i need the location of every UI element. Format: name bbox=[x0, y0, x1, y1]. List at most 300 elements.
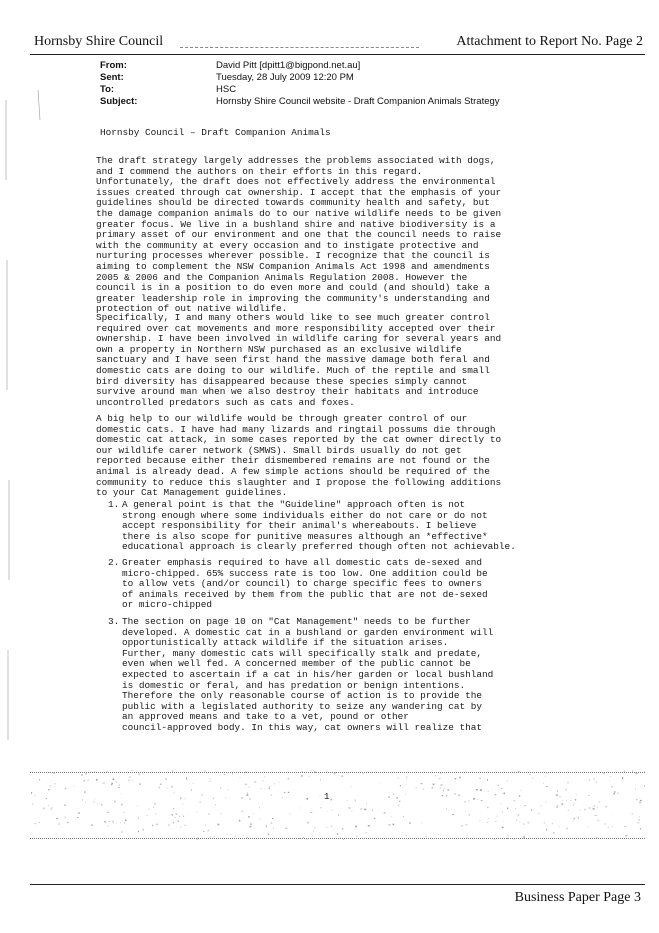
list-item-number: 1. bbox=[108, 499, 120, 510]
scan-speckle bbox=[186, 777, 187, 779]
scan-speckle bbox=[341, 776, 343, 777]
scan-speckle bbox=[326, 827, 327, 828]
scan-speckle bbox=[357, 836, 358, 838]
scan-speckle bbox=[589, 780, 590, 781]
scan-speckle bbox=[183, 804, 184, 805]
scan-speckle bbox=[307, 839, 308, 840]
scan-speckle bbox=[266, 826, 267, 828]
scan-speckle bbox=[508, 834, 509, 836]
scan-speckle bbox=[254, 781, 256, 782]
scan-speckle bbox=[245, 772, 247, 773]
scan-speckle bbox=[224, 774, 226, 775]
scan-speckle bbox=[562, 800, 563, 801]
scan-speckle bbox=[239, 820, 241, 821]
scan-speckle bbox=[246, 794, 248, 796]
scan-speckle bbox=[557, 790, 558, 792]
scan-speckle bbox=[609, 781, 610, 782]
scan-speckle bbox=[288, 778, 289, 779]
scan-speckle bbox=[65, 788, 66, 789]
scan-speckle bbox=[400, 772, 402, 773]
scan-speckle bbox=[116, 823, 117, 824]
scan-speckle bbox=[334, 772, 335, 773]
scan-speckle bbox=[320, 808, 322, 809]
scan-speckle bbox=[546, 802, 547, 803]
scan-speckle bbox=[186, 779, 188, 780]
header-council-name: Hornsby Shire Council bbox=[34, 34, 164, 49]
scan-speckle bbox=[426, 836, 427, 837]
scan-speckle bbox=[556, 794, 558, 796]
scan-speckle bbox=[269, 788, 270, 790]
email-sent-value: Tuesday, 28 July 2009 12:20 PM bbox=[216, 72, 354, 83]
scan-speckle bbox=[48, 789, 49, 790]
scan-speckle bbox=[54, 784, 56, 785]
scan-speckle bbox=[103, 783, 104, 784]
scan-speckle bbox=[309, 776, 310, 777]
scan-speckle bbox=[612, 826, 613, 827]
scan-speckle bbox=[249, 826, 251, 828]
scan-speckle bbox=[120, 823, 121, 824]
scan-speckle bbox=[320, 779, 321, 781]
scan-speckle bbox=[264, 776, 265, 777]
scan-speckle bbox=[314, 771, 316, 773]
scan-speckle bbox=[332, 809, 333, 810]
scan-speckle bbox=[364, 809, 366, 811]
scan-speckle bbox=[31, 792, 32, 794]
scan-speckle bbox=[49, 772, 51, 773]
letter-paragraph-3: A big help to our wildlife would be through greater control of our domestic cats. I have had many lizards and ringtail possums die through domestic cat attack, in some cases reported by the cat owner directly to our wildlife carer network (SMWS). Small birds usually do not get reported because either their dismembered remains are not found or the animal is already dead. A few simple actions should be required of the community to reduce this slaughter and I propose the following additions to your Cat Management guidelines. bbox=[96, 413, 502, 499]
scan-speckle bbox=[447, 789, 449, 791]
scan-speckle bbox=[74, 786, 75, 787]
scan-speckle bbox=[81, 774, 83, 776]
scan-speckle bbox=[227, 790, 228, 791]
scan-speckle bbox=[544, 822, 546, 823]
scan-speckle bbox=[122, 832, 123, 833]
scan-speckle bbox=[597, 820, 599, 821]
scan-speckle bbox=[610, 776, 611, 777]
scan-speckle bbox=[337, 833, 339, 834]
scan-speckle bbox=[433, 771, 434, 772]
scan-speckle bbox=[543, 783, 544, 785]
scan-speckle bbox=[372, 810, 373, 811]
scan-speckle bbox=[248, 816, 249, 818]
scan-speckle bbox=[409, 822, 411, 823]
scan-speckle bbox=[454, 793, 455, 795]
scan-speckle bbox=[638, 820, 640, 821]
scan-speckle bbox=[210, 779, 211, 780]
scan-speckle bbox=[220, 775, 221, 776]
scan-speckle bbox=[446, 808, 447, 809]
scan-speckle bbox=[473, 799, 474, 800]
scan-speckle bbox=[476, 789, 478, 790]
list-item-number: 2. bbox=[108, 557, 120, 568]
scan-speckle bbox=[362, 774, 363, 775]
scan-speckle bbox=[232, 773, 233, 775]
scan-speckle bbox=[108, 821, 110, 822]
scan-speckle bbox=[310, 812, 312, 813]
list-item-text: A general point is that the "Guideline" approach often is not strong enough where some individuals either do not care or do not accept responsibility for their animal's whereabouts. I believe there is also scope for punitive measures although an *effective* educational approach is clearly preferred though often not achievable. bbox=[122, 499, 516, 553]
scan-speckle bbox=[479, 778, 481, 780]
email-to-label: To: bbox=[100, 84, 115, 95]
scan-speckle bbox=[174, 792, 175, 793]
scan-speckle bbox=[518, 814, 520, 816]
scan-speckle bbox=[593, 808, 595, 809]
scan-speckle bbox=[611, 786, 613, 787]
scan-speckle bbox=[597, 806, 598, 808]
scan-speckle bbox=[116, 781, 117, 782]
scan-speckle bbox=[173, 808, 174, 809]
scan-speckle bbox=[152, 825, 153, 827]
scan-speckle bbox=[167, 788, 169, 789]
scan-speckle bbox=[465, 771, 466, 772]
scan-speckle bbox=[374, 818, 376, 819]
scan-speckle bbox=[327, 771, 328, 773]
scan-speckle bbox=[56, 818, 58, 819]
scan-speckle bbox=[306, 798, 308, 800]
scan-speckle bbox=[64, 804, 66, 806]
scan-speckle bbox=[406, 835, 407, 836]
scan-speckle bbox=[94, 802, 96, 803]
scan-speckle bbox=[573, 805, 574, 806]
scan-speckle bbox=[644, 771, 645, 772]
email-subject-row bbox=[100, 96, 500, 108]
scan-speckle bbox=[114, 801, 116, 803]
scan-speckle bbox=[637, 822, 639, 823]
scan-speckle bbox=[268, 833, 270, 835]
scan-speckle bbox=[574, 803, 575, 804]
scan-speckle bbox=[644, 785, 645, 786]
scan-speckle bbox=[104, 821, 106, 823]
email-from-label: From: bbox=[100, 60, 127, 71]
scan-speckle bbox=[488, 818, 489, 819]
scan-speckle bbox=[516, 820, 517, 821]
email-subject-label: Subject: bbox=[100, 96, 138, 107]
scan-speckle bbox=[465, 811, 466, 812]
scan-speckle bbox=[455, 778, 457, 779]
scan-speckle bbox=[573, 821, 574, 822]
scan-speckle bbox=[34, 823, 36, 824]
scan-speckle bbox=[524, 805, 525, 806]
scan-noise-band bbox=[30, 770, 645, 840]
scan-speckle bbox=[271, 823, 273, 824]
scan-speckle bbox=[611, 814, 612, 815]
scan-speckle bbox=[469, 801, 470, 802]
scan-speckle bbox=[140, 783, 141, 785]
scan-speckle bbox=[191, 789, 192, 791]
letter-paragraph-2: Specifically, I and many others would like to see much greater control required over cat movements and more responsibility accepted over their ownership. I have been involved in wildlife caring for several years and own a property in Northern NSW purchased as an exclusive wildlife sanctuary and I have seen first hand the massive damage both feral and domestic cats are doing to our wildlife. Much of the reptile and small bird diversity has disappeared because these species simply cannot survive around man when we also destroy their habitats and introduce uncontrolled predators such as cats and foxes. bbox=[96, 312, 502, 408]
scan-speckle bbox=[557, 805, 559, 806]
scan-speckle bbox=[595, 815, 597, 816]
scan-speckle bbox=[371, 772, 372, 773]
scan-speckle bbox=[137, 806, 138, 807]
scan-speckle bbox=[613, 793, 615, 794]
scan-speckle bbox=[107, 812, 109, 813]
scan-speckle bbox=[176, 813, 177, 815]
scan-speckle bbox=[179, 816, 180, 818]
scan-speckle bbox=[406, 778, 407, 779]
scan-speckle bbox=[567, 828, 568, 830]
scan-speckle bbox=[433, 784, 435, 786]
scan-speckle bbox=[507, 808, 508, 809]
footer-business-paper-page: Business Paper Page 3 bbox=[514, 890, 641, 905]
scan-speckle bbox=[180, 826, 181, 827]
scan-speckle bbox=[393, 794, 395, 795]
scan-speckle bbox=[95, 798, 96, 799]
scan-speckle bbox=[314, 828, 316, 829]
scan-speckle bbox=[94, 771, 95, 773]
scan-speckle bbox=[138, 831, 139, 832]
scan-speckle bbox=[458, 795, 460, 797]
scan-speckle bbox=[53, 773, 55, 774]
scan-speckle bbox=[203, 831, 204, 832]
margin-scan-marks bbox=[4, 60, 44, 760]
scan-speckle bbox=[331, 799, 332, 801]
scan-speckle bbox=[77, 817, 79, 818]
scan-speckle bbox=[132, 780, 133, 781]
scan-speckle bbox=[443, 790, 444, 792]
scan-speckle bbox=[142, 774, 144, 775]
scan-speckle bbox=[142, 830, 144, 831]
scan-speckle bbox=[282, 797, 283, 798]
scan-speckle bbox=[32, 804, 33, 805]
scan-speckle bbox=[217, 824, 219, 826]
scan-speckle bbox=[208, 813, 209, 814]
scan-speckle bbox=[626, 835, 628, 837]
scan-speckle bbox=[231, 834, 232, 835]
scan-speckle bbox=[479, 820, 481, 821]
scan-speckle bbox=[435, 775, 436, 776]
scan-speckle bbox=[368, 825, 370, 827]
scan-speckle bbox=[545, 776, 546, 777]
scan-speckle bbox=[322, 802, 323, 803]
scan-speckle bbox=[59, 824, 60, 825]
scan-speckle bbox=[185, 825, 186, 826]
list-item bbox=[108, 500, 528, 553]
scan-speckle bbox=[422, 822, 423, 824]
scan-speckle bbox=[402, 832, 403, 833]
scan-speckle bbox=[501, 788, 503, 789]
scan-speckle bbox=[84, 791, 85, 792]
scan-speckle bbox=[39, 822, 40, 823]
scan-speckle bbox=[334, 774, 335, 775]
letter-page-number: 1 bbox=[324, 792, 330, 802]
email-sent-label: Sent: bbox=[100, 72, 124, 83]
scan-speckle bbox=[302, 771, 303, 772]
scan-speckle bbox=[380, 783, 381, 784]
scan-speckle bbox=[588, 795, 589, 796]
scan-speckle bbox=[131, 770, 133, 771]
list-item-number: 3. bbox=[108, 616, 120, 627]
scan-speckle bbox=[632, 814, 633, 815]
scan-speckle bbox=[507, 780, 508, 782]
scan-speckle bbox=[541, 805, 542, 807]
scan-speckle bbox=[587, 826, 588, 827]
scan-speckle bbox=[640, 800, 642, 801]
scan-speckle bbox=[636, 799, 638, 800]
scan-speckle bbox=[421, 783, 423, 784]
scan-speckle bbox=[477, 799, 478, 800]
scan-speckle bbox=[441, 785, 443, 786]
scan-speckle bbox=[405, 794, 406, 795]
scan-speckle bbox=[355, 826, 357, 828]
scan-speckle bbox=[639, 802, 641, 803]
header-attachment-ref: Attachment to Report No. Page 2 bbox=[456, 34, 643, 49]
scan-speckle bbox=[556, 807, 557, 808]
scan-speckle bbox=[596, 782, 597, 783]
footer-rule bbox=[30, 884, 645, 885]
scan-speckle bbox=[65, 817, 66, 819]
scan-speckle bbox=[227, 834, 228, 835]
scan-speckle bbox=[393, 824, 395, 826]
scan-speckle bbox=[593, 805, 595, 806]
scan-speckle bbox=[400, 785, 401, 786]
scan-speckle bbox=[39, 779, 40, 780]
scan-speckle bbox=[574, 818, 576, 820]
scan-speckle bbox=[546, 786, 547, 787]
scan-speckle bbox=[215, 804, 216, 805]
scan-speckle bbox=[103, 782, 105, 783]
scan-speckle bbox=[346, 773, 347, 774]
scan-speckle bbox=[168, 825, 170, 826]
scan-speckle bbox=[567, 800, 568, 802]
scan-speckle bbox=[538, 813, 540, 814]
scan-speckle bbox=[388, 824, 390, 826]
scan-speckle bbox=[119, 785, 120, 786]
scan-speckle bbox=[462, 825, 463, 827]
scan-speckle bbox=[481, 800, 483, 801]
scan-speckle bbox=[259, 807, 260, 808]
scan-speckle bbox=[635, 789, 636, 791]
scan-speckle bbox=[107, 826, 109, 827]
scan-speckle bbox=[300, 807, 301, 808]
scan-speckle bbox=[576, 794, 577, 795]
scan-speckle bbox=[112, 821, 113, 823]
scan-speckle bbox=[559, 797, 561, 798]
scan-speckle bbox=[466, 824, 468, 825]
scan-speckle bbox=[391, 816, 392, 817]
scan-speckle bbox=[423, 789, 424, 790]
scan-speckle bbox=[221, 813, 222, 814]
scan-speckle bbox=[175, 817, 176, 818]
scan-speckle bbox=[171, 786, 172, 788]
scan-speckle bbox=[578, 817, 579, 819]
scan-speckle bbox=[84, 780, 85, 782]
scan-speckle bbox=[113, 778, 115, 780]
scan-speckle bbox=[553, 832, 555, 834]
scan-speckle bbox=[446, 795, 447, 797]
scan-speckle bbox=[636, 773, 638, 775]
scan-speckle bbox=[515, 808, 516, 810]
scan-speckle bbox=[580, 810, 581, 811]
list-item bbox=[108, 617, 528, 734]
scan-speckle bbox=[149, 808, 150, 809]
scan-speckle bbox=[444, 788, 445, 789]
scan-speckle bbox=[205, 770, 206, 772]
scan-speckle bbox=[274, 784, 275, 785]
scan-speckle bbox=[568, 810, 569, 811]
scan-speckle bbox=[43, 808, 45, 810]
scan-speckle bbox=[520, 822, 521, 823]
scan-speckle bbox=[398, 805, 399, 806]
scan-speckle bbox=[571, 800, 572, 801]
scan-speckle bbox=[440, 773, 442, 774]
scan-speckle bbox=[519, 795, 520, 796]
scan-speckle bbox=[48, 805, 49, 806]
list-item bbox=[108, 558, 528, 611]
scan-speckle bbox=[532, 778, 533, 779]
scan-speckle bbox=[495, 821, 496, 822]
scan-speckle bbox=[312, 835, 313, 836]
scan-speckle bbox=[639, 816, 640, 817]
scan-speckle bbox=[442, 795, 443, 796]
scan-speckle bbox=[122, 803, 124, 804]
scan-speckle bbox=[399, 801, 400, 802]
scan-speckle bbox=[272, 818, 274, 819]
scan-speckle bbox=[184, 798, 185, 799]
scan-speckle bbox=[617, 793, 618, 794]
scan-speckle bbox=[388, 797, 390, 798]
scan-speckle bbox=[271, 794, 272, 795]
scan-speckle bbox=[398, 777, 399, 779]
scan-speckle bbox=[355, 800, 356, 802]
scan-speckle bbox=[86, 773, 87, 774]
scan-speckle bbox=[70, 839, 71, 840]
scan-speckle bbox=[159, 787, 160, 788]
scan-speckle bbox=[59, 823, 60, 824]
scan-speckle bbox=[247, 793, 248, 795]
email-to-row bbox=[100, 84, 500, 96]
email-header-block bbox=[100, 60, 500, 108]
scan-speckle bbox=[566, 789, 567, 790]
scan-speckle bbox=[452, 814, 454, 815]
scan-speckle bbox=[599, 802, 601, 803]
scan-speckle bbox=[197, 811, 198, 812]
scan-speckle bbox=[469, 814, 470, 816]
scan-speckle bbox=[531, 809, 532, 811]
scan-speckle bbox=[166, 778, 167, 780]
scan-speckle bbox=[210, 781, 211, 782]
scan-speckle bbox=[249, 786, 250, 788]
scan-speckle bbox=[178, 821, 180, 822]
header-dotted-line bbox=[180, 47, 419, 48]
scan-speckle bbox=[406, 777, 407, 778]
scan-speckle bbox=[488, 791, 489, 792]
scan-speckle bbox=[338, 814, 339, 816]
scan-speckle bbox=[549, 790, 550, 791]
scan-speckle bbox=[503, 793, 505, 795]
list-item-text: Greater emphasis required to have all domestic cats de-sexed and micro-chipped. 65% success rate is too low. One addition could be to allow vets (and/or council) to charge specific fees to owners of animals received by them from the public that are not de-sexed or micro-chipped bbox=[122, 557, 488, 611]
scan-speckle bbox=[183, 816, 184, 818]
scan-speckle bbox=[121, 805, 122, 806]
scan-speckle bbox=[487, 779, 488, 781]
scan-speckle bbox=[138, 774, 140, 776]
scan-speckle bbox=[173, 822, 174, 824]
scan-speckle bbox=[624, 771, 625, 772]
scan-speckle bbox=[147, 815, 148, 816]
scan-speckle bbox=[514, 800, 516, 802]
scan-speckle bbox=[155, 813, 156, 814]
scan-speckle bbox=[529, 774, 531, 775]
scan-speckle bbox=[603, 772, 605, 774]
scan-speckle bbox=[347, 800, 349, 801]
scan-speckle bbox=[171, 828, 172, 829]
scan-speckle bbox=[327, 811, 328, 812]
scan-speckle bbox=[118, 787, 119, 788]
scan-speckle bbox=[56, 834, 58, 835]
scan-speckle bbox=[241, 798, 242, 799]
scan-speckle bbox=[528, 822, 530, 824]
scan-speckle bbox=[273, 828, 274, 829]
scan-speckle bbox=[290, 814, 291, 815]
